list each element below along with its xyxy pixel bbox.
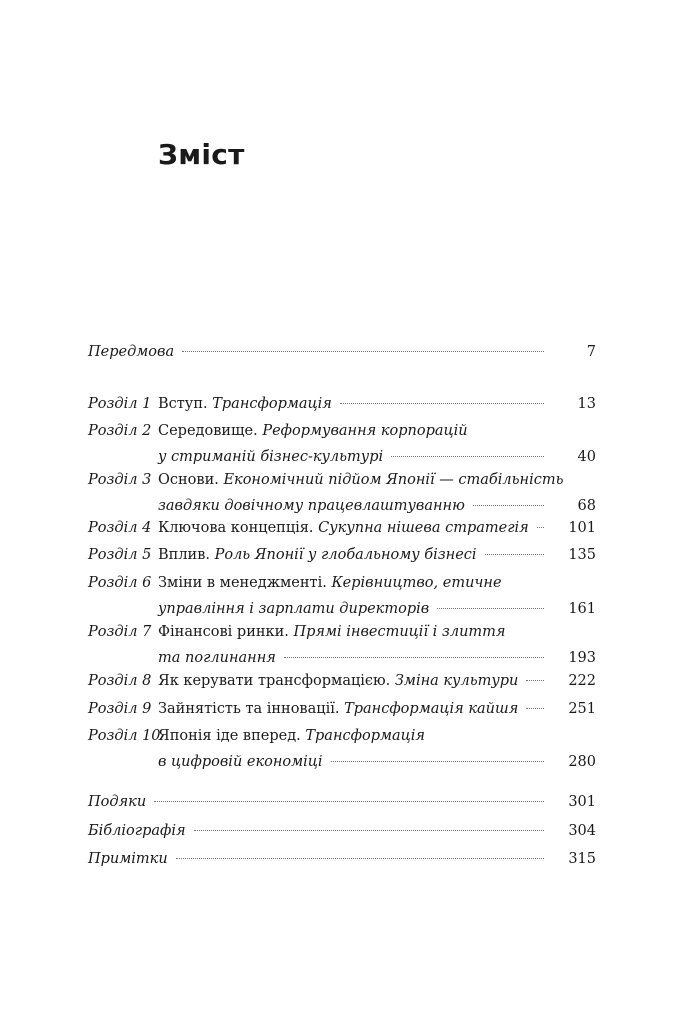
chapter-subtitle: Зміна культури (394, 673, 519, 689)
chapter-title: Вступ. (158, 396, 208, 412)
leader-dots (284, 656, 544, 658)
leader-dots (194, 829, 544, 831)
chapter-title: Зайнятість та інновації. (158, 701, 340, 717)
page-number: 315 (568, 851, 596, 867)
chapter-title: Японія іде вперед. (158, 728, 301, 744)
chapter-subtitle: Реформування корпорацій (262, 423, 468, 439)
leader-dots (485, 553, 544, 555)
leader-dots (182, 350, 544, 352)
chapter-title: Зміни в менеджменті. (158, 575, 327, 591)
chapter-title: Середовище. (158, 423, 258, 439)
leader-dots (340, 402, 544, 404)
entry-title: Бібліографія (88, 823, 186, 839)
leader-dots (331, 760, 544, 762)
chapter-subtitle: Керівництво, етичне (331, 575, 502, 591)
chapter-subtitle-cont: у стриманій бізнес-культурі (158, 449, 384, 465)
chapter-subtitle: Сукупна нішева стратегія (318, 520, 529, 536)
chapter-subtitle: Трансформація кайшя (344, 701, 519, 717)
chapter-label: Розділ 6 (88, 575, 152, 591)
chapter-subtitle: Трансформація (305, 728, 425, 744)
leader-dots (176, 857, 544, 859)
page-title: Зміст (158, 138, 245, 171)
page-number: 304 (568, 823, 596, 839)
chapter-subtitle-cont: та поглинання (158, 650, 276, 666)
entry-title: Передмова (88, 344, 175, 360)
leader-dots (391, 455, 544, 457)
page-number: 222 (568, 673, 596, 689)
page-number: 193 (568, 650, 596, 666)
chapter-label: Розділ 5 (88, 547, 152, 563)
chapter-label: Розділ 7 (88, 624, 152, 640)
leader-dots (154, 800, 544, 802)
chapter-title: Ключова концепція. (158, 520, 314, 536)
leader-dots (537, 526, 544, 528)
chapter-subtitle: Роль Японії у глобальному бізнесі (214, 547, 477, 563)
page-number: 251 (568, 701, 596, 717)
chapter-subtitle-cont: в цифровій економіці (158, 754, 323, 770)
entry-title: Подяки (88, 794, 147, 810)
page-number: 7 (586, 344, 596, 360)
chapter-label: Розділ 1 (88, 396, 152, 412)
chapter-subtitle: Трансформація (212, 396, 332, 412)
page-number: 101 (568, 520, 596, 536)
chapter-title: Як керувати трансформацією. (158, 673, 391, 689)
chapter-label: Розділ 3 (88, 472, 152, 488)
chapter-subtitle: Прямі інвестиції і злиття (293, 624, 506, 640)
chapter-subtitle-cont: завдяки довічному працевлаштуванню (158, 498, 465, 514)
page-number: 161 (568, 601, 596, 617)
page-number: 135 (568, 547, 596, 563)
leader-dots (473, 504, 544, 506)
page-number: 13 (577, 396, 596, 412)
chapter-label: Розділ 2 (88, 423, 152, 439)
chapter-label: Розділ 8 (88, 673, 152, 689)
chapter-label: Розділ 4 (88, 520, 152, 536)
leader-dots (526, 679, 544, 681)
page-number: 280 (568, 754, 596, 770)
page-number: 301 (568, 794, 596, 810)
chapter-title: Вплив. (158, 547, 210, 563)
entry-title: Примітки (88, 851, 168, 867)
chapter-title: Фінансові ринки. (158, 624, 289, 640)
chapter-subtitle-cont: управління і зарплати директорів (158, 601, 430, 617)
leader-dots (526, 707, 544, 709)
page-number: 40 (577, 449, 596, 465)
chapter-label: Розділ 10 (88, 728, 161, 744)
page-number: 68 (577, 498, 596, 514)
leader-dots (437, 607, 544, 609)
chapter-label: Розділ 9 (88, 701, 152, 717)
chapter-title: Основи. (158, 472, 219, 488)
chapter-subtitle: Економічний підйом Японії — стабільність (223, 472, 564, 488)
